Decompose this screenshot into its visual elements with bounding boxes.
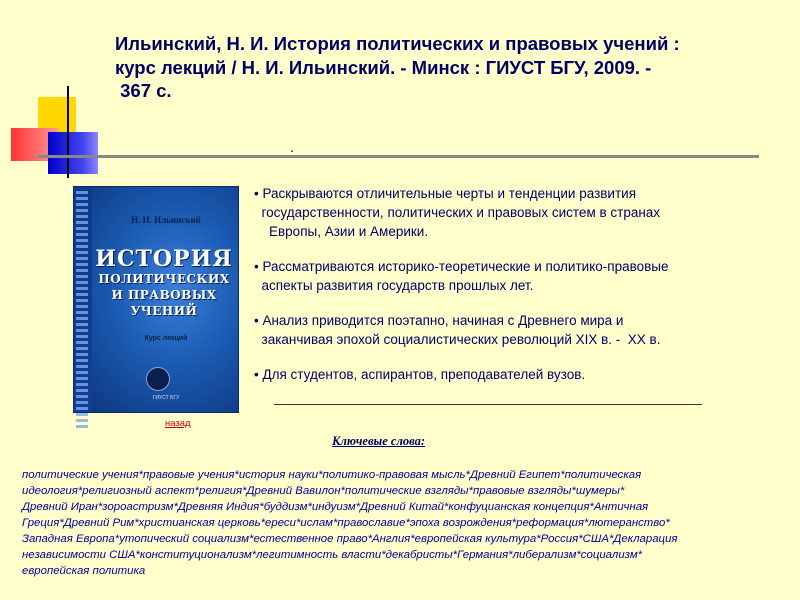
page-title — [115, 32, 755, 103]
book-cover-image — [74, 187, 238, 412]
cover-pattern — [76, 191, 90, 428]
decorative-blue-square — [48, 132, 98, 174]
bullet-line: • Для студентов, аспирантов, преподавателей вузов. — [254, 367, 586, 382]
keywords-text — [22, 467, 782, 579]
keywords-line: европейская политика — [22, 565, 146, 577]
bullet-line: заканчивая эпохой социалистических революций XIX в. - XX в. — [254, 332, 661, 347]
cover-spine-strip — [74, 187, 92, 412]
cover-title — [94, 247, 234, 319]
keywords-line: политические учения*правовые учения*история науки*политико-правовая мысль*Древний Египет*политическая — [22, 469, 642, 481]
cover-title-line: ПОЛИТИЧЕСКИХ — [98, 272, 230, 286]
title-line: Ильинский, Н. И. История политических и правовых учений : — [115, 33, 680, 54]
decorative-vertical-line — [67, 86, 69, 178]
cover-title-line: ИСТОРИЯ — [95, 246, 233, 272]
keywords-heading: Ключевые слова: — [332, 434, 426, 448]
bullet-line: • Анализ приводится поэтапно, начиная с Древнего мира и — [254, 313, 624, 328]
cover-publisher: ГИУСТ БГУ — [152, 395, 180, 401]
keywords-line: идеология*религиозный аспект*религия*Древний Вавилон*политические взгляды*правовые взгляды*шумеры* — [22, 485, 625, 497]
description-list — [254, 184, 754, 400]
bullet-line: Европы, Азии и Америки. — [254, 224, 429, 239]
separator-dot: . — [290, 139, 294, 155]
title-line: 367 с. — [115, 80, 172, 101]
bullet-line: государственности, политических и правовых систем в странах — [254, 205, 661, 220]
bullet-line: • Рассматриваются историко-теоретические и политико-правовые — [254, 259, 669, 274]
list-item — [254, 365, 754, 384]
bullet-line: • Раскрываются отличительные черты и тенденции развития — [254, 186, 637, 201]
bullet-line: аспекты развития государств прошлых лет. — [254, 278, 534, 293]
list-item — [254, 257, 754, 295]
title-line: курс лекций / Н. И. Ильинский. - Минск : ГИУСТ БГУ, 2009. - — [115, 56, 652, 78]
list-item — [254, 184, 754, 241]
keywords-line: независимости США*конституционализм*легитимность власти*декабристы*Германия*либерализм*социализм* — [22, 549, 643, 561]
cover-subtitle: Курс лекций — [144, 335, 188, 342]
cover-title-line: И ПРАВОВЫХ УЧЕНИЙ — [111, 288, 217, 318]
back-link[interactable]: назад — [165, 418, 191, 429]
content-divider — [274, 404, 702, 405]
cover-author: Н. И. Ильинский — [131, 215, 201, 225]
keywords-line: Древний Иран*зороастризм*Древняя Индия*буддизм*индуизм*Древний Китай*конфуцианская концепция*Античная — [22, 501, 649, 513]
keywords-line: Греция*Древний Рим*христианская церковь*ереси*ислам*православие*эпоха возрождения*реформация*лютеранство* — [22, 517, 670, 529]
list-item — [254, 311, 754, 349]
publisher-logo-icon — [146, 367, 170, 391]
header-divider — [37, 155, 759, 158]
keywords-line: Западная Европа*утопический социализм*естественное право*Англия*европейская культура*Россия*США*Декларация — [22, 533, 678, 545]
